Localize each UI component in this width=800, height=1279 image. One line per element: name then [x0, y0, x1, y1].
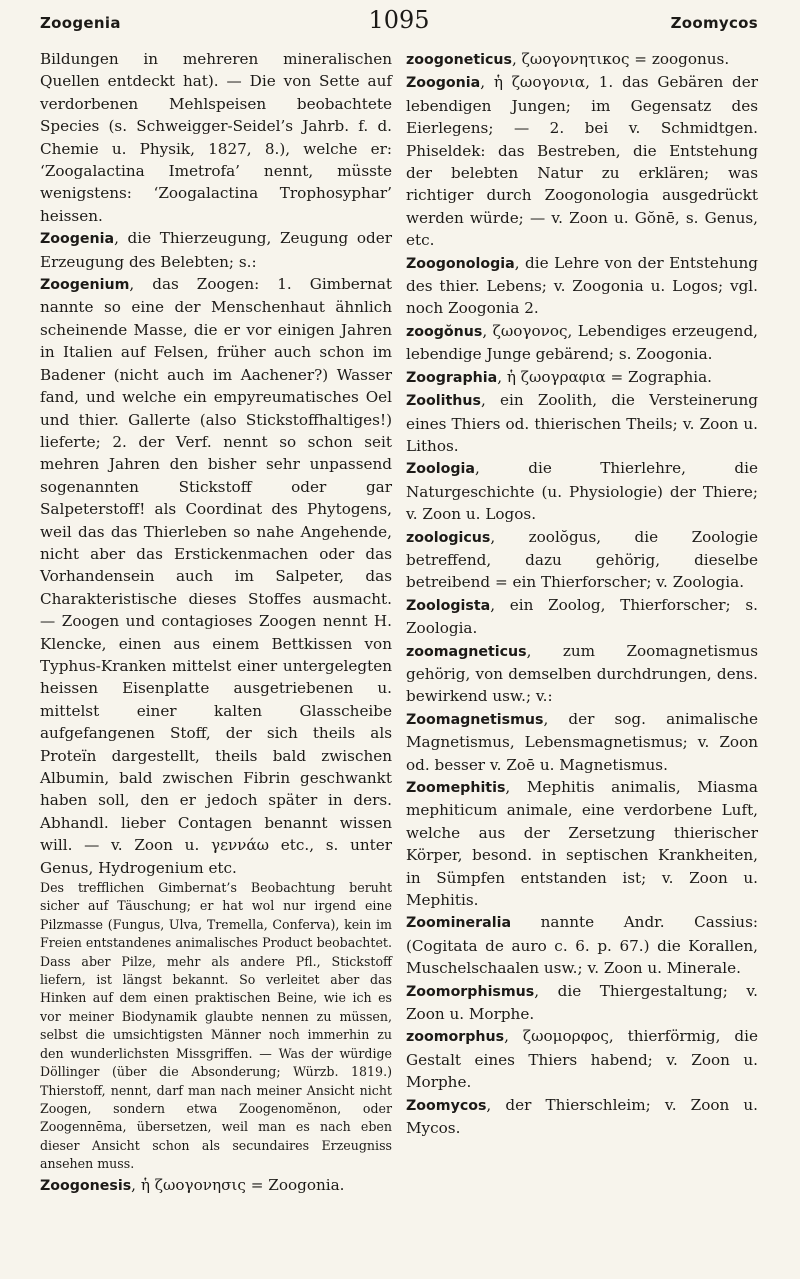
entry-zoologicus: zoologicus, zoolŏgus, die Zoologie betreffend, dazu gehörig, dieselbe betreibend = ein Thierforscher; v. Zoologia.: [406, 527, 758, 592]
entry-zoomephitis: Zoomephitis, Mephitis animalis, Miasma mephiticum animale, eine verdorbene Luft, welche aus der Zersetzung thierischer Körper, besond. in septischen Krankheiten, in Sümpfen entstanden ist; v. Zoon u. Mephitis.: [406, 778, 758, 910]
entry-headword: Zoologia: [406, 461, 475, 478]
entry-headword: Zoomineralia: [406, 915, 512, 932]
entry-zoomorphus: zoomorphus, ζωομορφος, thierförmig, die Gestalt eines Thiers habend; v. Zoon u. Morphe.: [406, 1027, 758, 1092]
entry-headword: Zoomorphismus: [406, 983, 535, 1000]
entry-zoogonologia: Zoogonologia, die Lehre von der Entstehung des thier. Lebens; v. Zoogonia u. Logos; vgl. noch Zoogonia 2.: [406, 253, 758, 318]
entry-headword: zoomorphus: [406, 1029, 505, 1046]
entry-zoolithus: Zoolithus, ein Zoolith, die Versteinerung eines Thiers od. thierischen Theils; v. Zoon u. Lithos.: [406, 391, 758, 455]
entry-headword: Zoogenia: [40, 231, 115, 248]
entry-zoogonia: Zoogonia, ἡ ζωογονια, 1. das Gebären der lebendigen Jungen; im Gegensatz des Eierlegens; — 2. bei v. Schmidtgen. Phiseldek: das Bestreben, die Entstehung der belebten Natur zu erklären; was richtiger durch Zoogonologia ausgedrückt werden würde; — v. Zoon u. Gŏnē, s. Genus, etc.: [406, 73, 758, 250]
entry-zoomineralia: Zoomineralia nannte Andr. Cassius: (Cogitata de auro c. 6. p. 67.) die Korallen, Muschelschaalen usw.; v. Zoon u. Minerale.: [406, 913, 758, 978]
entry-headword: zoomagneticus: [406, 643, 527, 660]
entry-zoogoneticus: zoogoneticus, ζωογονητικος = zoogonus.: [406, 50, 730, 68]
entry-headword: zoogoneticus: [406, 52, 512, 68]
entry-zoogenium: Zoogenium, das Zoogen: 1. Gimbernat nannte so eine der Menschenhaut ähnlich scheinende Masse, die er vor einigen Jahren in Italien auf Felsen, früher auch schon im Badener (nicht auch im Aachener?) Wasser fand, und welche ein empyreumatisches Oel und thier. Gallerte (also Stickstoffhaltiges!) lieferte; 2. der Verf. nennt so schon seit mehren Jahren den bisher sehr unpassend sogenannten Stickstoff oder gar Salpeterstoff! als Coordinat des Phytogens, weil das das Thierleben so nahe Angehende, nicht aber das Erstickenmachen oder das Vorhandensein auch im Salpeter, das Charakteristische dieses Stoffes ausmacht. — Zoogen und contagioses Zoogen nennt H. Klencke, einen aus einem Bettkissen von Typhus-Kranken mittelst einer untergelegten heissen Eisenplatte ausgetriebenen u. mittelst einer kalten Glasscheibe aufgefangenen Stoff, der sich theils als Proteïn dargestellt, theils bald zwischen Albumin, bald zwischen Fibrin geschwankt haben soll, den er jedoch später in ders. Abhandl. lieber Contagen benannt wissen will. — v. Zoon u. γεννάω etc., s. unter Genus, Hydrogenium etc.: [40, 275, 392, 877]
header-left-headword: Zoogenia: [40, 14, 121, 32]
entry-zoologista: Zoologista, ein Zoolog, Thierforscher; s. Zoologia.: [406, 595, 758, 638]
entry-zoomagneticus: zoomagneticus, zum Zoomagnetismus gehörig, von demselben durchdrungen, dens. bewirkend usw.; v.:: [406, 641, 758, 706]
two-column-body: [40, 48, 758, 1197]
entry-headword: Zoogonologia: [406, 255, 515, 272]
entry-zoogonesis: Zoogonesis, ἡ ζωογονησις = Zoogonia.: [40, 1175, 345, 1194]
page-number: 1095: [368, 6, 430, 34]
entry-headword: Zoographia: [406, 369, 498, 386]
header-right-headword: Zoomycos: [670, 14, 758, 32]
entry-headword: Zoologista: [406, 597, 491, 614]
entry-zoogenia: Zoogenia, die Thierzeugung, Zeugung oder Erzeugung des Belebten; s.:: [40, 229, 392, 271]
right-column: [406, 48, 758, 1197]
entry-zoogonus: zoogŏnus, ζωογονος, Lebendiges erzeugend, lebendige Junge gebärend; s. Zoogonia.: [406, 321, 758, 364]
entry-headword: Zoogenium: [40, 277, 130, 294]
entry-zoomagnetismus: Zoomagnetismus, der sog. animalische Magnetismus, Lebensmagnetismus; v. Zoon od. besser v. Zoē u. Magnetismus.: [406, 709, 758, 774]
left-column: [40, 48, 392, 1197]
page-header: [40, 6, 758, 40]
entry-headword: Zoolithus: [406, 393, 481, 410]
entry-headword: zoogŏnus: [406, 323, 483, 340]
entry-zoologia: Zoologia, die Thierlehre, die Naturgeschichte (u. Physiologie) der Thiere; v. Zoon u. Logos.: [406, 459, 758, 524]
entry-continuation: Bildungen in mehreren mineralischen Quellen entdeckt hat). — Die von Sette auf verdorbenen Mehlspeisen beobachtete Species (s. Schweigger-Seidel’s Jahrb. f. d. Chemie u. Physik, 1827, 8.), welche er: ‘Zoogalactina Imetrofa’ nennt, müsste wenigstens: ‘Zoogalactina Trophosyphar’ heissen.: [40, 50, 392, 225]
entry-headword: Zoogonia: [406, 75, 481, 92]
entry-headword: zoologicus: [406, 529, 491, 546]
entry-zoomorphismus: Zoomorphismus, die Thiergestaltung; v. Zoon u. Morphe.: [406, 981, 758, 1024]
entry-zoographia: Zoographia, ἡ ζωογραφια = Zographia.: [406, 367, 713, 386]
entry-headword: Zoomephitis: [406, 780, 506, 796]
entry-headword: Zoomycos: [406, 1097, 487, 1114]
entry-headword: Zoogonesis: [40, 1177, 132, 1194]
entry-headword: Zoomagnetismus: [406, 711, 544, 728]
entry-zoomycos: Zoomycos, der Thierschleim; v. Zoon u. Mycos.: [406, 1095, 758, 1138]
entry-zoogenium-note: Des trefflichen Gimbernat’s Beobachtung beruht sicher auf Täuschung; er hat wol nur irgend eine Pilzmasse (Fungus, Ulva, Tremella, Conferva), kein im Freien entstandenes animalisches Product beobachtet. Dass aber Pilze, mehr als andere Pfl., Stickstoff liefern, ist längst bekannt. So verleitet aber das Hinken auf dem einen praktischen Beine, wie ich es vor meiner Biodynamik glaubte nennen zu müssen, selbst die umsichtigsten Männer noch immerhin zu den wunderlichsten Missgriffen. — Was der würdige Döllinger (über die Absonderung; Würzb. 1819.) Thierstoff, nennt, darf man nach meiner Ansicht nicht Zoogen, sondern etwa Zoogenomĕnon, oder Zoogennēma, übersetzen, weil man es nach eben dieser Ansicht schon als secundaires Erzeugniss ansehen muss.: [40, 880, 392, 1172]
